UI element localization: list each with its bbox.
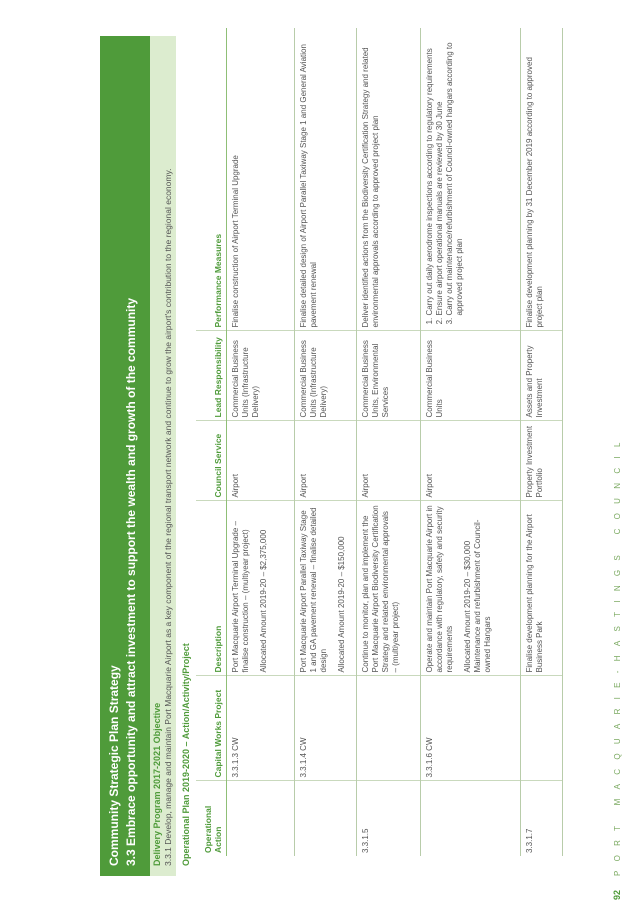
- table-row: [520, 28, 562, 856]
- objective-heading: Delivery Program 2017-2021 Objective: [152, 702, 162, 866]
- cell-lead: Assets and Property Investment: [520, 331, 562, 421]
- cell-action: [226, 781, 294, 856]
- table-row: [226, 28, 294, 856]
- cell-lead: Commercial Business Units (Infrastructure Delivery): [226, 331, 294, 421]
- header-council-service: Council Service: [196, 421, 226, 501]
- header-operational-action: Operational Action: [196, 781, 226, 856]
- page-footer: [612, 0, 624, 906]
- cell-service: Airport: [420, 421, 520, 501]
- cell-action: [420, 781, 520, 856]
- cell-action: 3.3.1.5: [356, 781, 420, 856]
- allocated-amount: Allocated Amount 2019-20 – $2,375,000: [258, 529, 268, 673]
- cell-action: 3.3.1.7: [520, 781, 562, 856]
- strategy-banner: [100, 36, 150, 876]
- cell-description: [226, 501, 294, 676]
- table-row: [420, 28, 520, 856]
- list-item: 1. Carry out daily aerodrome inspections according to regulatory requirements: [425, 31, 435, 316]
- council-name: PORT MACQUARIE-HASTINGS COUNCIL: [613, 433, 622, 876]
- table-row: [294, 28, 356, 856]
- cell-lead: Commercial Business Units: [420, 331, 520, 421]
- header-capital-works: Capital Works Project: [196, 676, 226, 781]
- cell-lead: Commercial Business Units (Infrastructure Delivery): [294, 331, 356, 421]
- allocated-amount: Allocated Amount 2019-20 – $30,000: [462, 540, 472, 673]
- header-lead-responsibility: Lead Responsibility: [196, 331, 226, 421]
- cell-description: [294, 501, 356, 676]
- cell-description: [420, 501, 520, 676]
- list-item: 2. Ensure airport operational manuals are reviewed by 30 June: [435, 31, 445, 316]
- cell-measure: [420, 28, 520, 331]
- cell-service: Property Investment Portfolio: [520, 421, 562, 501]
- cell-capital: [520, 676, 562, 781]
- banner-strategy: 3.3 Embrace opportunity and attract investment to support the wealth and growth of the community: [124, 297, 138, 866]
- cell-measure: Finalise detailed design of Airport Parallel Taxiway Stage 1 and General Aviation pavement renewal: [294, 28, 356, 331]
- cell-description: Continue to monitor, plan and implement the Port Macquarie Airport Biodiversity Certification Strategy and related environmental approvals – (multiyear project): [356, 501, 420, 676]
- description-extra: [463, 505, 493, 673]
- cell-capital: 3.3.1.4 CW: [294, 676, 356, 781]
- header-performance-measures: Performance Measures: [196, 28, 226, 331]
- banner-title: Community Strategic Plan Strategy: [107, 665, 121, 866]
- operational-plan-table: [196, 28, 563, 856]
- cell-capital: 3.3.1.3 CW: [226, 676, 294, 781]
- cell-service: Airport: [294, 421, 356, 501]
- description-text: Operate and maintain Port Macquarie Airport in accordance with regulatory, safety and security requirements: [424, 505, 454, 673]
- list-item: 3. Carry out maintenance/refurbishment of Council-owned hangars according to approved project plan: [445, 31, 465, 316]
- cell-service: Airport: [356, 421, 420, 501]
- cell-lead: Commercial Business Units, Environmental Services: [356, 331, 420, 421]
- table-header-row: [196, 28, 226, 856]
- objective-text: 3.3.1 Develop, manage and maintain Port Macquarie Airport as a key component of the regional transport network and continue to grow the airport's contribution to the regional economy.: [163, 168, 173, 866]
- cell-capital: 3.3.1.6 CW: [420, 676, 520, 781]
- measure-list: [425, 31, 465, 328]
- cell-description: Finalise development planning for the Airport Business Park: [520, 501, 562, 676]
- hangar-maintenance: Maintenance and refurbishment of Council-owned Hangars: [472, 519, 492, 673]
- description-text: Port Macquarie Airport Parallel Taxiway Stage 1 and GA pavement renewal – finalise detailed design: [298, 507, 328, 673]
- cell-measure: Finalise development planning by 31 December 2019 according to approved project plan: [520, 28, 562, 331]
- table-row: [356, 28, 420, 856]
- allocated-amount: Allocated Amount 2019-20 – $150,000: [336, 536, 346, 673]
- objective-box: [150, 36, 176, 876]
- cell-measure: Deliver identified actions from the Biodiversity Certification Strategy and related environmental approvals according to approved project plan: [356, 28, 420, 331]
- cell-measure: Finalise construction of Airport Terminal Upgrade: [226, 28, 294, 331]
- cell-capital: [356, 676, 420, 781]
- plan-heading: Operational Plan 2019-2020 – Action/Activity/Project: [181, 643, 191, 866]
- cell-action: [294, 781, 356, 856]
- page-number: 92: [612, 889, 622, 900]
- description-text: Port Macquarie Airport Terminal Upgrade – finalise construction – (multiyear project): [230, 521, 250, 673]
- header-description: Description: [196, 501, 226, 676]
- cell-service: Airport: [226, 421, 294, 501]
